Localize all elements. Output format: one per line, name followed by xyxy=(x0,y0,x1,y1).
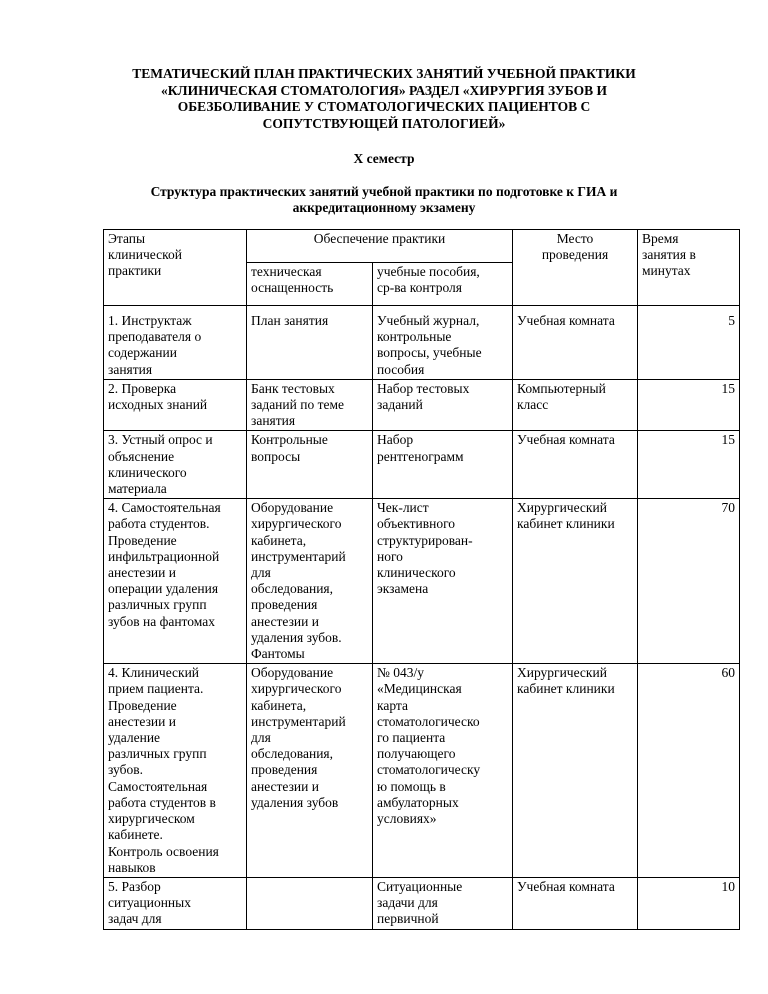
cell-manuals-line: Учебный журнал, xyxy=(377,313,480,328)
cell-manuals-line: структурирован- xyxy=(377,532,473,548)
cell-technical-line: занятия xyxy=(251,413,296,429)
cell-place-line: Учебная комната xyxy=(517,432,615,448)
subtitle-line: аккредитационному экзамену xyxy=(292,200,476,215)
subtitle-line: Структура практических занятий учебной практики по подготовке к ГИА и xyxy=(150,184,618,199)
cell-stage-line: Контроль освоения xyxy=(108,843,219,859)
cell-technical-line: заданий по теме xyxy=(251,397,345,413)
cell-manuals-line: Ситуационные xyxy=(377,878,463,894)
cell-stage-line: 4. Самостоятельная xyxy=(108,500,221,516)
cell-manuals-line: заданий xyxy=(377,397,423,413)
title-line: ОБЕЗБОЛИВАНИЕ У СТОМАТОЛОГИЧЕСКИХ ПАЦИЕНТОВ С xyxy=(177,99,591,114)
cell-stage-line: хирургическом xyxy=(108,811,195,827)
cell-manuals-line: рентгенограмм xyxy=(377,448,464,464)
cell-technical-line: Банк тестовых xyxy=(251,380,335,396)
cell-place-line: Учебная комната xyxy=(517,878,615,894)
cell-technical-line: кабинета, xyxy=(251,697,307,713)
cell-stage-line: кабинете. xyxy=(108,827,163,843)
cell-technical xyxy=(247,877,373,929)
cell-place xyxy=(513,664,638,878)
cell-technical-line: хирургического xyxy=(251,516,342,532)
cell-stage-line: зубов на фантомах xyxy=(108,613,215,629)
cell-stage-line: навыков xyxy=(108,859,156,875)
table-row xyxy=(104,664,740,878)
cell-stage-line: материала xyxy=(108,481,167,497)
cell-stage-line: задач для xyxy=(108,911,162,927)
cell-technical-line: Фантомы xyxy=(251,646,305,662)
cell-stage-line: 2. Проверка xyxy=(108,380,177,396)
cell-manuals-line: первичной xyxy=(377,911,439,927)
cell-place-line: Компьютерный xyxy=(517,380,606,396)
cell-place xyxy=(513,306,638,380)
cell-stage-line: 4. Клинический xyxy=(108,665,200,681)
table-row xyxy=(104,877,740,929)
cell-manuals-line: № 043/у xyxy=(377,665,425,681)
cell-technical-line: анестезии и xyxy=(251,778,319,794)
document-title xyxy=(100,66,668,132)
cell-technical xyxy=(247,431,373,499)
cell-place xyxy=(513,431,638,499)
cell-technical xyxy=(247,664,373,878)
cell-stage-line: различных групп xyxy=(108,597,207,613)
cell-manuals-line: ю помощь в xyxy=(377,778,446,794)
cell-stage-line: преподавателя о xyxy=(108,329,202,345)
cell-manuals xyxy=(373,379,513,431)
cell-stage-line: Проведение xyxy=(108,532,177,548)
cell-place-line: кабинет клиники xyxy=(517,516,615,532)
cell-stage xyxy=(104,664,247,878)
practice-plan-table xyxy=(103,229,740,930)
cell-technical-line: вопросы xyxy=(251,448,301,464)
cell-stage xyxy=(104,379,247,431)
cell-time: 5 xyxy=(638,306,740,380)
header-time: Время занятия в минутах xyxy=(638,230,740,306)
cell-stage-line: анестезии и xyxy=(108,565,176,581)
cell-stage-line: содержании xyxy=(108,345,177,361)
cell-manuals xyxy=(373,664,513,878)
cell-manuals-line: пособия xyxy=(377,361,425,377)
cell-stage-line: анестезии и xyxy=(108,713,176,729)
title-line: СОПУТСТВУЮЩЕЙ ПАТОЛОГИЕЙ» xyxy=(262,115,506,131)
header-support: Обеспечение практики xyxy=(247,230,513,263)
cell-technical-line: инструментарий xyxy=(251,713,346,729)
cell-technical-line: проведения xyxy=(251,762,318,778)
cell-stage-line: 3. Устный опрос и xyxy=(108,432,213,448)
cell-manuals-line: задачи для xyxy=(377,895,438,911)
semester-label: X семестр xyxy=(353,151,415,166)
cell-stage xyxy=(104,499,247,664)
cell-stage xyxy=(104,306,247,380)
cell-time: 60 xyxy=(638,664,740,878)
cell-technical xyxy=(247,306,373,380)
document-subtitle xyxy=(100,184,668,216)
cell-manuals-line: Набор xyxy=(377,432,414,448)
cell-technical-line: Оборудование xyxy=(251,665,334,681)
cell-place xyxy=(513,877,638,929)
header-technical: техническая оснащенность xyxy=(247,263,373,306)
cell-stage-line: ситуационных xyxy=(108,895,191,911)
cell-technical-line: хирургического xyxy=(251,681,342,697)
cell-stage-line: занятия xyxy=(108,361,153,377)
cell-stage-line: работа студентов в xyxy=(108,794,216,810)
cell-time: 10 xyxy=(638,877,740,929)
cell-technical-line: обследования, xyxy=(251,581,334,597)
cell-manuals-line: ного xyxy=(377,548,403,564)
table-row xyxy=(104,379,740,431)
cell-place xyxy=(513,379,638,431)
cell-manuals-line: «Медицинская xyxy=(377,681,462,697)
header-stages: Этапы клинической практики xyxy=(104,230,247,306)
cell-technical-line: Контрольные xyxy=(251,432,328,448)
cell-technical xyxy=(247,499,373,664)
cell-place xyxy=(513,499,638,664)
cell-manuals-line: вопросы, учебные xyxy=(377,345,482,361)
cell-stage-line: 1. Инструктаж xyxy=(108,313,192,328)
cell-manuals xyxy=(373,499,513,664)
cell-stage-line: Проведение xyxy=(108,697,177,713)
cell-stage-line: зубов. xyxy=(108,762,143,778)
table-header-row xyxy=(104,230,740,263)
cell-place-line: Хирургический xyxy=(517,665,607,681)
cell-technical-line: для xyxy=(251,565,271,581)
cell-stage-line: исходных знаний xyxy=(108,397,208,413)
cell-stage-line: объяснение xyxy=(108,448,175,464)
cell-manuals xyxy=(373,431,513,499)
title-line: «КЛИНИЧЕСКАЯ СТОМАТОЛОГИЯ» РАЗДЕЛ «ХИРУРГИЯ ЗУБОВ И xyxy=(161,82,607,98)
cell-stage-line: клинического xyxy=(108,464,187,480)
cell-manuals-line: объективного xyxy=(377,516,456,532)
cell-manuals-line: Набор тестовых xyxy=(377,380,470,396)
cell-manuals-line: контрольные xyxy=(377,329,452,345)
cell-stage-line: удаление xyxy=(108,730,161,746)
cell-manuals-line: Чек-лист xyxy=(377,500,429,516)
cell-time: 15 xyxy=(638,431,740,499)
cell-stage-line: операции удаления xyxy=(108,581,219,597)
cell-manuals-line: условиях» xyxy=(377,811,437,827)
cell-stage-line: работа студентов. xyxy=(108,516,210,532)
cell-place-line: Хирургический xyxy=(517,500,607,516)
cell-technical-line: План занятия xyxy=(251,313,329,328)
cell-place-line: кабинет клиники xyxy=(517,681,615,697)
cell-technical-line: для xyxy=(251,730,271,746)
cell-manuals-line: получающего xyxy=(377,746,456,762)
cell-manuals-line: экзамена xyxy=(377,581,429,597)
cell-technical-line: Оборудование xyxy=(251,500,334,516)
cell-time: 70 xyxy=(638,499,740,664)
cell-manuals-line: клинического xyxy=(377,565,456,581)
table-row xyxy=(104,431,740,499)
cell-technical xyxy=(247,379,373,431)
cell-stage-line: 5. Разбор xyxy=(108,878,161,894)
table-row xyxy=(104,306,740,380)
cell-technical-line: удаления зубов xyxy=(251,794,339,810)
title-line: ТЕМАТИЧЕСКИЙ ПЛАН ПРАКТИЧЕСКИХ ЗАНЯТИЙ УЧЕБНОЙ ПРАКТИКИ xyxy=(132,66,636,81)
cell-stage-line: Самостоятельная xyxy=(108,778,208,794)
cell-technical-line: удаления зубов. xyxy=(251,629,342,645)
cell-manuals-line: амбулаторных xyxy=(377,794,459,810)
cell-place-line: Учебная комната xyxy=(517,313,615,328)
cell-stage-line: инфильтрационной xyxy=(108,548,220,564)
cell-technical-line: кабинета, xyxy=(251,532,307,548)
table-row xyxy=(104,499,740,664)
cell-stage-line: прием пациента. xyxy=(108,681,204,697)
cell-manuals-line: го пациента xyxy=(377,730,446,746)
cell-manuals-line: стоматологическу xyxy=(377,762,481,778)
cell-manuals-line: карта xyxy=(377,697,408,713)
cell-manuals xyxy=(373,306,513,380)
cell-technical-line: инструментарий xyxy=(251,548,346,564)
cell-technical-line: обследования, xyxy=(251,746,334,762)
cell-technical-line: проведения xyxy=(251,597,318,613)
header-place: Место проведения xyxy=(513,230,638,306)
cell-technical-line: анестезии и xyxy=(251,613,319,629)
cell-stage xyxy=(104,431,247,499)
cell-place-line: класс xyxy=(517,397,549,413)
cell-stage xyxy=(104,877,247,929)
cell-stage-line: различных групп xyxy=(108,746,207,762)
cell-manuals xyxy=(373,877,513,929)
cell-manuals-line: стоматологическо xyxy=(377,713,480,729)
header-manuals: учебные пособия, ср-ва контроля xyxy=(373,263,513,306)
cell-time: 15 xyxy=(638,379,740,431)
